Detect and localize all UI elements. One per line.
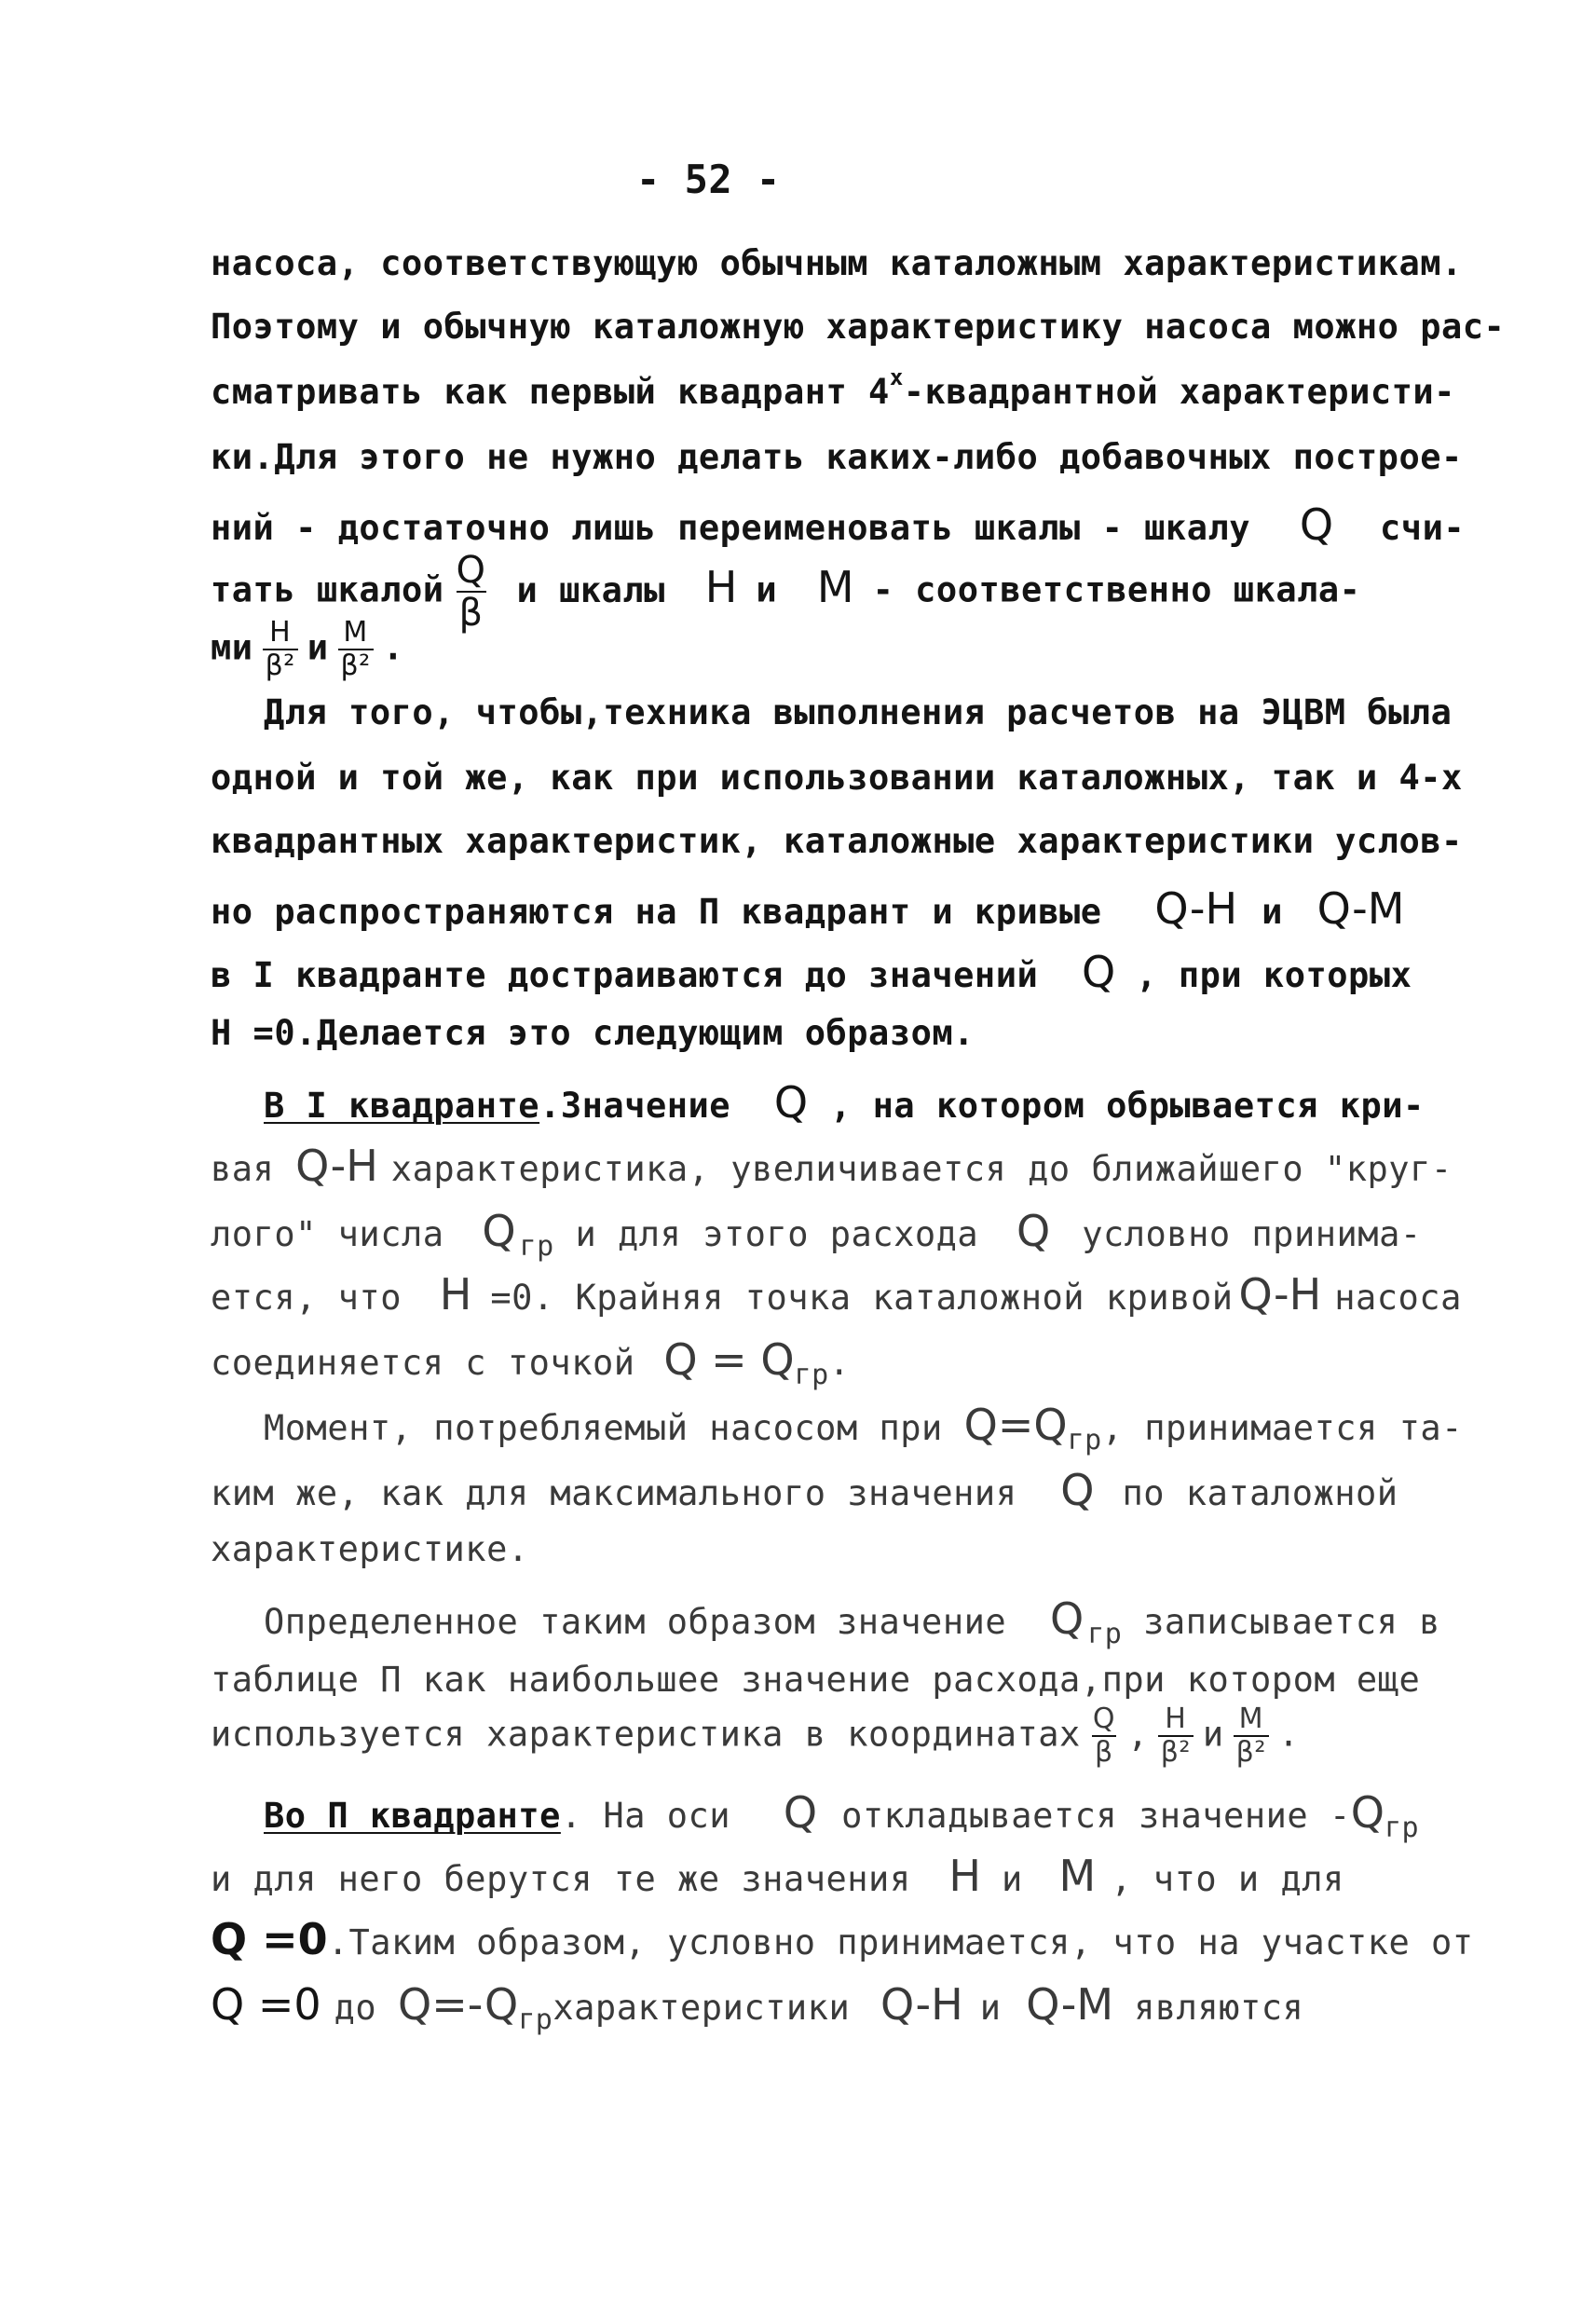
text-line-9: одной и той же, как при использовании каталожных, так и 4-х — [211, 758, 1463, 798]
text-line-13: Н =0.Делается это следующим образом. — [211, 1013, 975, 1053]
text-line-4: ки.Для этого не нужно делать каких-либо добавочных построе- — [211, 437, 1463, 477]
text-line-21: характеристике. — [211, 1529, 529, 1569]
heading-quadrant-2: Во П квадранте — [264, 1796, 561, 1836]
text-line-10: квадрантных характеристик, каталожные характеристики услов- — [211, 821, 1463, 861]
text-line-15: вая Q-H характеристика, увеличивается до ближайшего "круг- — [211, 1141, 1453, 1191]
text-line-1: насоса, соответствующую обычным каталожным характеристикам. — [211, 243, 1463, 283]
text-line-20: ким же, как для максимального значения Q по каталожной — [211, 1465, 1398, 1515]
text-line-14: В I квадранте.Значение Q , на котором обрывается кри- — [264, 1077, 1425, 1128]
fraction-q-over-beta-coords: $\frac{Q}{\beta}$ — [1092, 1702, 1115, 1769]
text-line-25: Во П квадранте. На оси Q откладывается значение $-Q_{гр}$ — [264, 1787, 1420, 1844]
text-line-17: ется, что H =0. Крайняя точка каталожной кривой Q-H насоса — [211, 1269, 1462, 1320]
text-line-26: и для него берутся те же значения H и M , что и для — [211, 1851, 1344, 1901]
fraction-q-over-beta: $\frac{Q}{\beta}$ — [456, 549, 486, 635]
text-line-16: лого" числа Q $_{гр}$ и для этого расхода Q условно принима- — [211, 1206, 1422, 1263]
text-line-19: Момент, потребляемый насосом при $Q=Q_{гр}$, принимается та- — [264, 1400, 1463, 1456]
fraction-m-over-beta2: $\frac{M}{\text{β²}}$ — [338, 619, 374, 680]
text-line-11: но распространяются на П квадрант и кривые Q-H и Q-M — [211, 883, 1405, 934]
text-line-6: тать шкалой $\frac{Q}{\beta}$ и шкалы H и M - соответственно шкала- — [211, 549, 1361, 635]
text-line-3: сматривать как первый квадрант $4^х$-квадрантной характеристи- — [211, 364, 1455, 412]
text-line-28: Q =0 до $Q=-Q_{гр}характеристики$ Q-H и Q-M являются — [211, 1979, 1304, 2036]
text-line-2: Поэтому и обычную каталожную характеристику насоса можно рас- — [211, 307, 1506, 347]
text-line-8: Для того, чтобы,техника выполнения расчетов на ЭЦВМ была — [264, 692, 1453, 732]
text-line-12: в I квадранте достраиваются до значений Q , при которых — [211, 947, 1412, 997]
fraction-h-over-beta2-coords: $\frac{H}{\text{β²}}$ — [1158, 1705, 1194, 1767]
text-line-18: соединяется с точкой $Q = Q_{гр}$. — [211, 1334, 851, 1391]
fraction-m-over-beta2-coords: $\frac{M}{\text{β²}}$ — [1234, 1705, 1269, 1767]
text-line-27: Q =0.Таким образом, условно принимается, что на участке от — [211, 1914, 1474, 1964]
text-line-24: используется характеристика в координатах $\frac{Q}{\beta}$ , $\frac{H}{\text{β²}}$ и $\frac{M}{\text{β²}}$ . — [211, 1702, 1300, 1769]
text-line-5: ний - достаточно лишь переименовать шкалы - шкалу Q счи- — [211, 499, 1466, 550]
text-line-23: таблице П как наибольшее значение расхода,при котором еще — [211, 1660, 1421, 1700]
text-line-22: Определенное таким образом значение Q $_{гр}$ записывается в — [264, 1593, 1440, 1650]
heading-quadrant-1: В I квадранте — [264, 1086, 540, 1126]
page-number: - 52 - — [636, 157, 781, 202]
fraction-h-over-beta2: $\frac{H}{\text{β²}}$ — [263, 619, 298, 680]
text-line-7: ми $\frac{H}{\text{β²}}$ и $\frac{M}{\text{β²}}$ . — [211, 616, 404, 682]
